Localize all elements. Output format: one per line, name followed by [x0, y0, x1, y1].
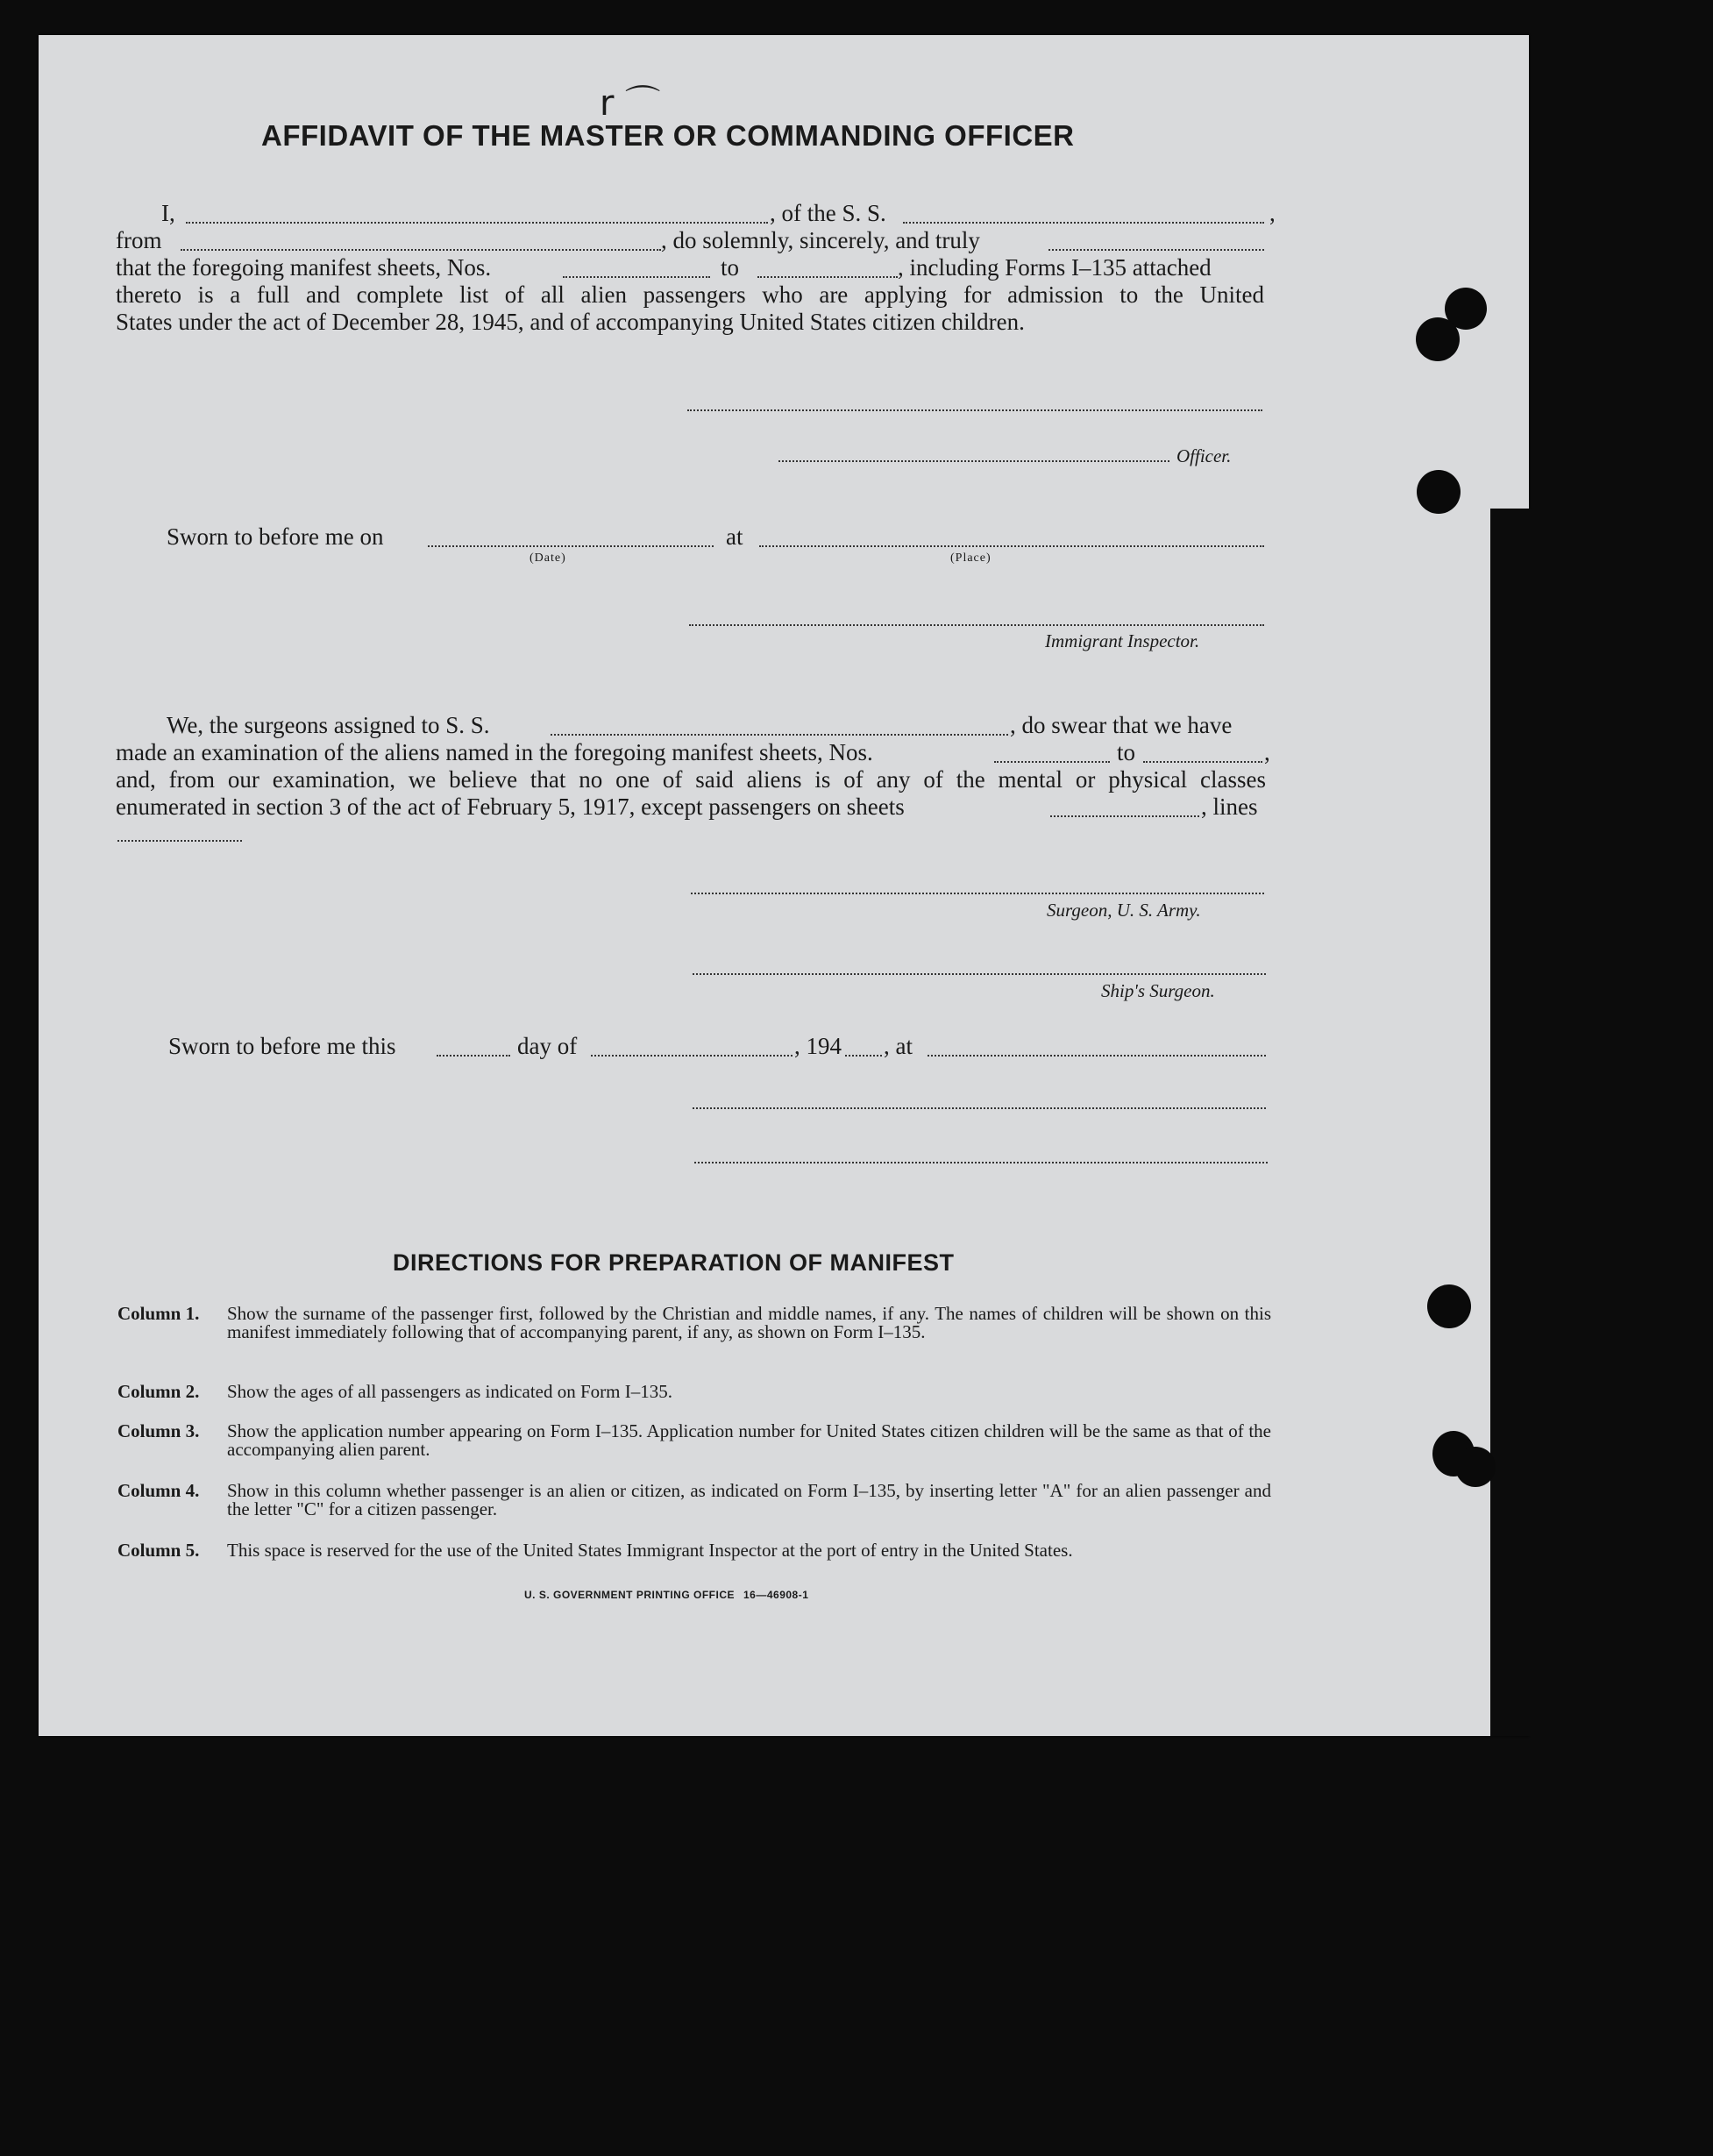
- sworn-year-field[interactable]: [845, 1055, 882, 1057]
- surgeon-sheets-from-field[interactable]: [994, 761, 1110, 763]
- direction-column-4: [117, 1482, 1271, 1519]
- column-label: Column 4.: [117, 1480, 200, 1501]
- surgeons-lines: , lines: [1201, 793, 1258, 820]
- column-label: Column 3.: [117, 1420, 200, 1441]
- army-surgeon-label: Surgeon, U. S. Army.: [1047, 900, 1201, 921]
- port-from-field[interactable]: [181, 249, 661, 251]
- affidavit-to: to: [721, 254, 740, 281]
- affidavit-comma: ,: [1269, 200, 1276, 226]
- surgeons-enumerated: enumerated in section 3 of the act of February 5, 1917, except passengers on sheets: [116, 793, 905, 820]
- affidavit-of-ss: , of the S. S.: [770, 200, 886, 226]
- affidavit-continuation-field[interactable]: [1048, 249, 1264, 251]
- ship-surgeon-label: Ship's Surgeon.: [1101, 980, 1215, 1001]
- sworn-date-field[interactable]: [428, 545, 714, 547]
- officer-signature-line-2[interactable]: [778, 460, 1169, 462]
- directions-title: DIRECTIONS FOR PREPARATION OF MANIFEST: [393, 1249, 955, 1276]
- officer-signature-line-1[interactable]: [687, 409, 1262, 411]
- affidavit-manifest-sheets: that the foregoing manifest sheets, Nos.: [116, 254, 492, 281]
- punch-hole: [1416, 317, 1460, 361]
- direction-column-3: [117, 1422, 1271, 1459]
- affidavit-do-solemnly: , do solemnly, sincerely, and truly: [661, 227, 980, 253]
- direction-column-1: [117, 1305, 1271, 1341]
- surgeons-to: to: [1117, 739, 1136, 765]
- affidavit-from: from: [116, 227, 162, 253]
- punch-hole: [1417, 470, 1461, 514]
- sworn-before-on: Sworn to before me on: [167, 523, 384, 550]
- affidavit-title: AFFIDAVIT OF THE MASTER OR COMMANDING OFFICER: [261, 119, 1075, 152]
- sworn-month-field[interactable]: [591, 1055, 793, 1057]
- sworn-at-2: , at: [884, 1033, 913, 1059]
- surgeons-assigned: We, the surgeons assigned to S. S.: [167, 712, 490, 738]
- sworn-at: at: [726, 523, 743, 550]
- direction-column-5: [117, 1541, 1271, 1560]
- torn-page-edge: [1490, 509, 1538, 1736]
- ship-name-field[interactable]: [903, 222, 1264, 224]
- sworn-year: , 194: [794, 1033, 842, 1059]
- surgeons-line3: and, from our examination, we believe that no one of said aliens is of any of the mental or physical classes: [116, 766, 1266, 793]
- army-surgeon-signature-line[interactable]: [691, 893, 1264, 894]
- affidavit-line4: thereto is a full and complete list of all alien passengers who are applying for admission to the United: [116, 281, 1264, 308]
- sworn-day-field[interactable]: [437, 1055, 510, 1057]
- column-text: Show the application number appearing on Form I–135. Application number for United States citizen children will be the same as that of the accompanying alien parent.: [227, 1420, 1271, 1460]
- inspector-label: Immigrant Inspector.: [1045, 630, 1200, 651]
- column-label: Column 1.: [117, 1303, 200, 1324]
- ship-surgeon-signature-line[interactable]: [693, 973, 1266, 975]
- form-code: 16—46908-1: [743, 1589, 809, 1601]
- column-text: This space is reserved for the use of the United States Immigrant Inspector at the port of entry in the United States.: [227, 1540, 1073, 1561]
- sheets-from-field[interactable]: [563, 276, 710, 278]
- column-text: Show the surname of the passenger first, followed by the Christian and middle names, if any. The names of children will be shown on this manifest immediately following that of accompanying parent, if any, as shown on Form I–135.: [227, 1303, 1271, 1342]
- handwritten-mark: r ⌒: [600, 83, 661, 124]
- place-caption: (Place): [950, 551, 992, 565]
- surgeons-swear: , do swear that we have: [1010, 712, 1233, 738]
- inspector-signature-line[interactable]: [689, 624, 1264, 626]
- inspector-signature-line-3[interactable]: [694, 1162, 1268, 1163]
- column-label: Column 2.: [117, 1381, 200, 1402]
- affidavit-i: I,: [161, 200, 175, 226]
- surgeons-comma: ,: [1264, 739, 1270, 765]
- sworn-place-field[interactable]: [759, 545, 1264, 547]
- printer-imprint: U. S. GOVERNMENT PRINTING OFFICE: [524, 1589, 736, 1601]
- sworn-place-field-2[interactable]: [928, 1055, 1266, 1057]
- direction-column-2: [117, 1383, 1271, 1401]
- inspector-signature-line-2[interactable]: [693, 1107, 1266, 1109]
- column-text: Show in this column whether passenger is an alien or citizen, as indicated on Form I–135, by inserting letter "A" for an alien passenger and the letter "C" for a citizen passenger.: [227, 1480, 1271, 1519]
- sheets-to-field[interactable]: [757, 276, 898, 278]
- surgeon-ship-field[interactable]: [551, 734, 1008, 736]
- master-name-field[interactable]: [186, 222, 768, 224]
- punch-hole: [1455, 1447, 1496, 1487]
- date-caption: (Date): [530, 551, 566, 565]
- column-label: Column 5.: [117, 1540, 200, 1561]
- sworn-day-of: day of: [517, 1033, 578, 1059]
- sworn-this: Sworn to before me this: [168, 1033, 396, 1059]
- officer-label: Officer.: [1176, 445, 1232, 466]
- surgeon-sheets-to-field[interactable]: [1143, 761, 1262, 763]
- except-lines-field[interactable]: [117, 840, 242, 842]
- surgeons-examination: made an examination of the aliens named in the foregoing manifest sheets, Nos.: [116, 739, 873, 765]
- punch-hole: [1427, 1284, 1471, 1328]
- affidavit-line5: States under the act of December 28, 1945, and of accompanying United States citizen children.: [116, 309, 1025, 335]
- column-text: Show the ages of all passengers as indicated on Form I–135.: [227, 1381, 672, 1402]
- except-sheets-field[interactable]: [1050, 815, 1199, 817]
- affidavit-including: , including Forms I–135 attached: [898, 254, 1212, 281]
